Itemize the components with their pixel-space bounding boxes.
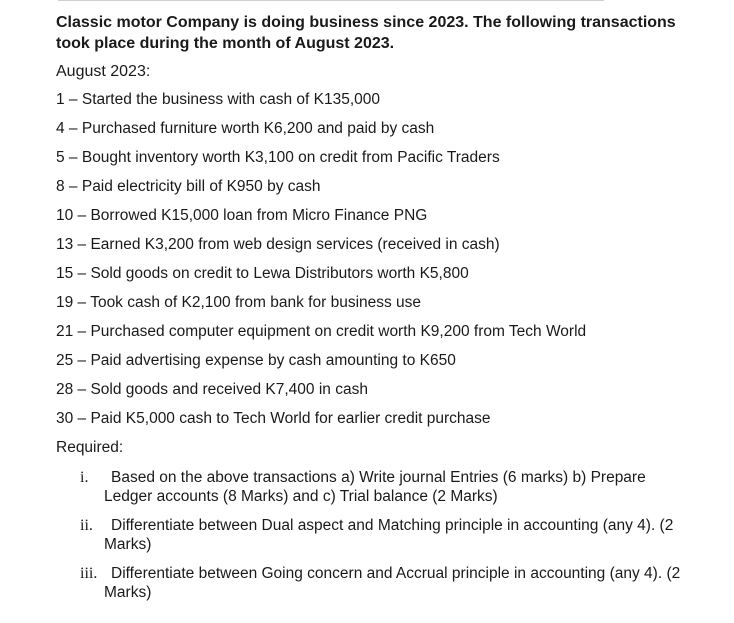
transaction-item: 19 – Took cash of K2,100 from bank for business use [56, 294, 422, 311]
transaction-item: 28 – Sold goods and received K7,400 in cash [56, 381, 368, 398]
transaction-item: 5 – Bought inventory worth K3,100 on credit from Pacific Traders [56, 149, 500, 166]
transaction-item: 8 – Paid electricity bill of K950 by cash [56, 178, 321, 195]
transaction-item: 4 – Purchased furniture worth K6,200 and paid by cash [56, 120, 435, 137]
question-text: Based on the above transactions a) Write journal Entries (6 marks) b) Prepare Ledger accounts (8 Marks) and c) Trial balance (2 Marks) [104, 469, 646, 505]
transaction-item: 25 – Paid advertising expense by cash amounting to K650 [56, 352, 456, 369]
transaction-item: 30 – Paid K5,000 cash to Tech World for earlier credit purchase [56, 410, 491, 427]
month-heading: August 2023: [56, 63, 151, 80]
transaction-item: 1 – Started the business with cash of K135,000 [56, 91, 380, 108]
transaction-item: 21 – Purchased computer equipment on credit worth K9,200 from Tech World [56, 323, 587, 340]
question-number: iii. [80, 565, 98, 582]
required-heading: Required: [56, 439, 124, 456]
question-text: Differentiate between Dual aspect and Matching principle in accounting (any 4). (2 Marks) [104, 517, 674, 553]
transaction-item: 10 – Borrowed K15,000 loan from Micro Finance PNG [56, 207, 428, 224]
transaction-list [56, 90, 586, 438]
intro-paragraph: Classic motor Company is doing business since 2023. The following transactions took place during the month of August 2023. [56, 14, 676, 52]
top-divider [58, 0, 604, 1]
transaction-item: 13 – Earned K3,200 from web design services (received in cash) [56, 236, 500, 253]
question-number: ii. [80, 517, 93, 534]
question-text: Differentiate between Going concern and Accrual principle in accounting (any 4). (2 Marks) [104, 565, 681, 601]
question-number: i. [80, 469, 89, 486]
transaction-item: 15 – Sold goods on credit to Lewa Distributors worth K5,800 [56, 265, 469, 282]
